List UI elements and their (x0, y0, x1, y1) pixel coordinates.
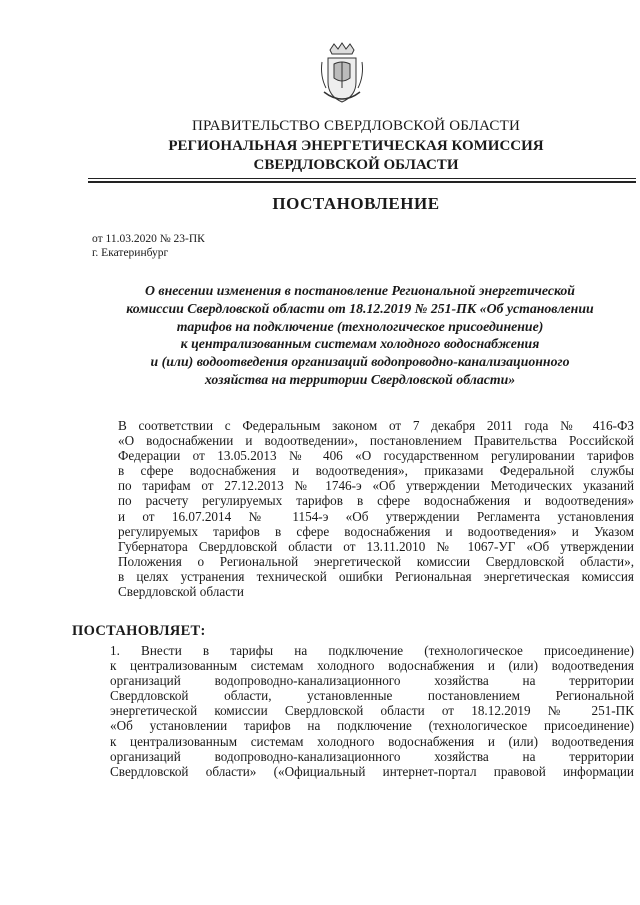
text-line: Свердловской области, установленные постановлением Региональной (110, 688, 634, 704)
text-line: «О водоснабжении и водоотведении», постановлением Правительства Российской (118, 433, 634, 449)
text-line: Губернатора Свердловской области от 13.11.2010 № 1067-УГ «Об утверждении (118, 538, 634, 554)
header-divider-thin (88, 178, 636, 179)
text-line: 1. Внести в тарифы на подключение (технологическое присоединение) (110, 643, 634, 658)
coat-of-arms-emblem (318, 42, 366, 108)
subject-line: тарифов на подключение (технологическое присоединение) (176, 318, 544, 334)
subject-line: к централизованным системам холодного водоснабжения (180, 336, 540, 352)
document-title: ПОСТАНОВЛЕНИЕ (272, 194, 440, 213)
subject-line: и (или) водоотведения организаций водопроводно-канализационного (150, 354, 570, 370)
header-divider-thick (88, 181, 636, 183)
document-subject (100, 282, 620, 389)
subject-line: О внесении изменения в постановление Региональной энергетической (145, 283, 575, 298)
commission-name: РЕГИОНАЛЬНАЯ ЭНЕРГЕТИЧЕСКАЯ КОМИССИЯ (168, 138, 544, 154)
text-line: организаций водопроводно-канализационного хозяйства на территории (110, 673, 634, 689)
text-line: Свердловской области» («Официальный интернет-портал правовой информации (110, 763, 634, 779)
text-line: Федерации от 13.05.2013 № 406 «О государственном регулировании тарифов (118, 448, 634, 464)
subject-line: комиссии Свердловской области от 18.12.2019 № 251-ПК «Об установлении (126, 300, 594, 316)
text-line: в целях устранения технической ошибки Региональная энергетическая комиссия (118, 568, 634, 584)
text-line: в сфере водоснабжения и водоотведения», приказами Федеральной службы (118, 463, 634, 479)
text-line: «Об установлении тарифов на подключение (технологическое присоединение) (110, 718, 634, 734)
text-line: к централизованным системам холодного водоснабжения и (или) водоотведения (110, 733, 634, 749)
government-name: ПРАВИТЕЛЬСТВО СВЕРДЛОВСКОЙ ОБЛАСТИ (191, 118, 521, 134)
document-city: г. Екатеринбург (92, 247, 169, 259)
subject-line: хозяйства на территории Свердловской области» (204, 371, 516, 387)
text-line: к централизованным системам холодного водоснабжения и (или) водоотведения (110, 658, 634, 674)
text-line: энергетической комиссии Свердловской области от 18.12.2019 № 251-ПК (110, 703, 634, 719)
text-line: по тарифам от 27.12.2013 № 1746-э «Об утверждении Методических указаний (118, 478, 634, 494)
preamble-paragraph (72, 418, 634, 599)
text-line: и от 16.07.2014 № 1154-э «Об утверждении Регламента установления (118, 508, 634, 524)
text-line: В соответствии с Федеральным законом от 7 декабря 2011 года № 416-ФЗ (118, 418, 634, 433)
text-line: регулируемых тарифов в сфере водоснабжения и водоотведения» и Указом (118, 523, 634, 539)
text-line: организаций водопроводно-канализационного хозяйства на территории (110, 748, 634, 764)
document-date-number: от 11.03.2020 № 23-ПК (92, 233, 205, 245)
resolution-heading: ПОСТАНОВЛЯЕТ: (72, 623, 206, 639)
text-line: Свердловской области (118, 584, 244, 600)
text-line: по расчету регулируемых тарифов в сфере водоснабжения и водоотведения» (118, 493, 634, 509)
region-name: СВЕРДЛОВСКОЙ ОБЛАСТИ (253, 157, 459, 173)
clause-1-paragraph (72, 643, 634, 779)
text-line: Положения о Региональной энергетической комиссии Свердловской области», (118, 553, 634, 569)
